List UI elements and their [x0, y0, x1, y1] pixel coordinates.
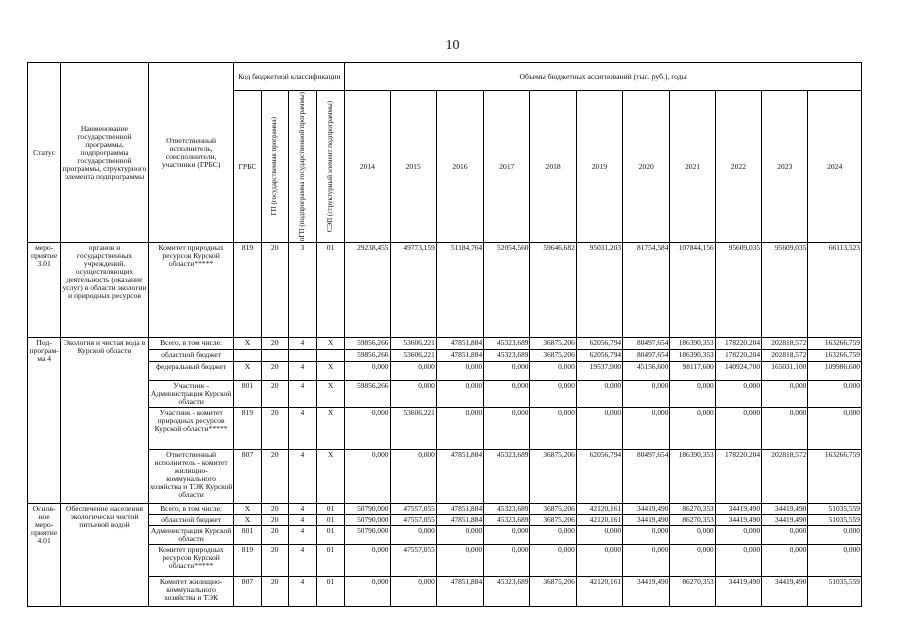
value-cell: 36875,206: [530, 515, 576, 526]
row-executor: федеральный бюджет: [148, 362, 234, 381]
value-cell: 36875,206: [530, 504, 576, 515]
value-cell: 0,000: [390, 526, 436, 545]
value-cell: 34419,490: [762, 577, 808, 607]
value-cell: 47851,884: [436, 577, 483, 607]
row-executor: областной бюджет: [148, 515, 234, 526]
value-cell: 42120,161: [576, 577, 622, 607]
header-year: 2024: [808, 91, 862, 243]
value-cell: 50790,000: [345, 515, 390, 526]
header-year: 2022: [715, 91, 761, 243]
value-cell: 0,000: [576, 381, 622, 408]
code-grbs: 807: [234, 450, 261, 504]
code-sep: 01: [316, 243, 344, 338]
header-program-name: Наименование государственной программы, подпрограммы государственной программы, структурного элемента подпрограммы: [61, 63, 149, 243]
value-cell: 42120,161: [576, 504, 622, 515]
value-cell: 0,000: [484, 526, 530, 545]
value-cell: 0,000: [390, 577, 436, 607]
value-cell: 0,000: [623, 381, 670, 408]
value-cell: 86270,353: [670, 504, 715, 515]
header-year: 2020: [623, 91, 670, 243]
value-cell: 45323,689: [484, 450, 530, 504]
header-year: 2017: [484, 91, 530, 243]
value-cell: 0,000: [715, 526, 761, 545]
value-cell: 0,000: [390, 362, 436, 381]
row-program-name: органов и государственных учреждений, осуществляющих деятельность (оказание услуг) в области экологии и природных ресурсов: [61, 243, 149, 338]
value-cell: 62056,794: [576, 338, 622, 350]
header-gp: ГП (государственная программа): [270, 117, 279, 216]
code-grbs: 819: [234, 243, 261, 338]
value-cell: 47851,884: [436, 450, 483, 504]
header-year: 2014: [345, 91, 390, 243]
value-cell: 0,000: [530, 381, 576, 408]
code-pgp: 3: [288, 243, 316, 338]
code-pgp: 4: [288, 545, 316, 577]
value-cell: 163266,759: [808, 450, 862, 504]
value-cell: 45156,600: [623, 362, 670, 381]
value-cell: 0,000: [670, 381, 715, 408]
code-gp: [261, 350, 288, 362]
value-cell: 36875,206: [530, 338, 576, 350]
value-cell: 178220,204: [715, 350, 761, 362]
table-row: [28, 526, 862, 545]
row-executor: Участник - комитет природных ресурсов Курской области*****: [148, 408, 234, 450]
value-cell: 59646,682: [530, 243, 576, 338]
value-cell: 42120,161: [576, 515, 622, 526]
value-cell: 0,000: [484, 545, 530, 577]
value-cell: 47557,055: [390, 545, 436, 577]
value-cell: 62056,794: [576, 450, 622, 504]
code-pgp: 4: [288, 408, 316, 450]
value-cell: 53606,221: [390, 408, 436, 450]
value-cell: 95031,203: [576, 243, 622, 338]
value-cell: 163266,759: [808, 338, 862, 350]
code-pgp: 4: [288, 450, 316, 504]
value-cell: 0,000: [530, 526, 576, 545]
row-executor: Всего, в том числе:: [148, 504, 234, 515]
code-pgp: [288, 350, 316, 362]
value-cell: 0,000: [345, 450, 390, 504]
code-gp: 20: [261, 526, 288, 545]
value-cell: 109986,600: [808, 362, 862, 381]
code-sep: X: [316, 338, 344, 350]
value-cell: 178220,204: [715, 450, 761, 504]
value-cell: 34419,490: [762, 515, 808, 526]
code-gp: 20: [261, 450, 288, 504]
row-executor: Комитет природных ресурсов Курской области*****: [148, 243, 234, 338]
row-executor: Всего, в том числе:: [148, 338, 234, 350]
code-sep: X: [316, 450, 344, 504]
value-cell: 29238,455: [345, 243, 390, 338]
value-cell: 47851,884: [436, 350, 483, 362]
value-cell: 0,000: [484, 362, 530, 381]
value-cell: 0,000: [345, 577, 390, 607]
code-sep: 01: [316, 545, 344, 577]
value-cell: 36875,206: [530, 450, 576, 504]
code-pgp: 4: [288, 526, 316, 545]
value-cell: 45323,689: [484, 350, 530, 362]
value-cell: 0,000: [390, 381, 436, 408]
value-cell: 0,000: [762, 526, 808, 545]
code-pgp: 4: [288, 515, 316, 526]
code-pgp: 4: [288, 381, 316, 408]
value-cell: 202818,572: [762, 338, 808, 350]
value-cell: 186390,353: [670, 350, 715, 362]
code-sep: X: [316, 362, 344, 381]
value-cell: 95609,035: [715, 243, 761, 338]
value-cell: 62056,794: [576, 350, 622, 362]
value-cell: 50790,000: [345, 504, 390, 515]
value-cell: 178220,204: [715, 338, 761, 350]
value-cell: 107844,156: [670, 243, 715, 338]
value-cell: 59856,266: [345, 381, 390, 408]
code-sep: 01: [316, 515, 344, 526]
value-cell: 66113,523: [808, 243, 862, 338]
code-grbs: 807: [234, 577, 261, 607]
budget-table: [27, 62, 862, 607]
code-gp: 20: [261, 243, 288, 338]
code-gp: 20: [261, 362, 288, 381]
value-cell: 34419,490: [762, 504, 808, 515]
header-year: 2019: [576, 91, 622, 243]
code-gp: 20: [261, 338, 288, 350]
table-row: [28, 450, 862, 504]
value-cell: 0,000: [762, 408, 808, 450]
header-year: 2018: [530, 91, 576, 243]
value-cell: 165031,100: [762, 362, 808, 381]
code-grbs: X: [234, 338, 261, 350]
value-cell: 51035,559: [808, 515, 862, 526]
page-number: 10: [445, 38, 460, 53]
header-year: 2021: [670, 91, 715, 243]
value-cell: 47557,055: [390, 515, 436, 526]
value-cell: 0,000: [436, 545, 483, 577]
code-sep: 01: [316, 526, 344, 545]
value-cell: 0,000: [623, 526, 670, 545]
header-status: Статус: [28, 63, 61, 243]
row-program-name: Экология и чистая вода в Курской области: [61, 338, 149, 504]
value-cell: 0,000: [390, 450, 436, 504]
value-cell: 0,000: [345, 362, 390, 381]
row-status: Основ-ное меро-приятие 4.01: [28, 504, 61, 607]
value-cell: 202818,572: [762, 450, 808, 504]
value-cell: 0,000: [436, 408, 483, 450]
value-cell: 0,000: [530, 545, 576, 577]
table-row: [28, 243, 862, 338]
row-executor: областной бюджет: [148, 350, 234, 362]
value-cell: 50790,000: [345, 526, 390, 545]
value-cell: 0,000: [436, 362, 483, 381]
code-grbs: X: [234, 362, 261, 381]
row-status: меро-приятие 3.01: [28, 243, 61, 338]
value-cell: 81754,584: [623, 243, 670, 338]
value-cell: 34419,490: [623, 515, 670, 526]
code-gp: 20: [261, 545, 288, 577]
value-cell: 80497,654: [623, 338, 670, 350]
value-cell: 80497,654: [623, 450, 670, 504]
value-cell: 163266,759: [808, 350, 862, 362]
code-pgp: 4: [288, 362, 316, 381]
value-cell: 52054,560: [484, 243, 530, 338]
value-cell: 0,000: [623, 545, 670, 577]
code-sep: X: [316, 381, 344, 408]
code-sep: 01: [316, 577, 344, 607]
table-row: [28, 338, 862, 350]
value-cell: 59856,266: [345, 338, 390, 350]
value-cell: 34419,490: [623, 504, 670, 515]
header-year: 2023: [762, 91, 808, 243]
value-cell: 45323,689: [484, 338, 530, 350]
code-gp: 20: [261, 408, 288, 450]
value-cell: 53606,221: [390, 338, 436, 350]
value-cell: 0,000: [762, 381, 808, 408]
value-cell: 49773,159: [390, 243, 436, 338]
row-status: Под-програм-ма 4: [28, 338, 61, 504]
value-cell: 86270,353: [670, 577, 715, 607]
code-grbs: [234, 350, 261, 362]
code-sep: 01: [316, 504, 344, 515]
value-cell: 0,000: [345, 408, 390, 450]
value-cell: 95609,035: [762, 243, 808, 338]
value-cell: 0,000: [530, 362, 576, 381]
value-cell: 140924,700: [715, 362, 761, 381]
row-executor: Комитет природных ресурсов Курской области*****: [148, 545, 234, 577]
row-program-name: Обеспечение населения экологически чистой питьевой водой: [61, 504, 149, 607]
value-cell: 186390,353: [670, 338, 715, 350]
table-row: [28, 545, 862, 577]
value-cell: 47557,055: [390, 504, 436, 515]
value-cell: 0,000: [808, 381, 862, 408]
value-cell: 0,000: [576, 545, 622, 577]
row-executor: Администрация Курской области: [148, 526, 234, 545]
value-cell: 98117,600: [670, 362, 715, 381]
value-cell: 202818,572: [762, 350, 808, 362]
code-sep: [316, 350, 344, 362]
value-cell: 86270,353: [670, 515, 715, 526]
code-gp: 20: [261, 577, 288, 607]
code-grbs: X: [234, 515, 261, 526]
value-cell: 34419,490: [715, 515, 761, 526]
header-year: 2016: [436, 91, 483, 243]
value-cell: 0,000: [715, 545, 761, 577]
value-cell: 47851,884: [436, 515, 483, 526]
code-grbs: X: [234, 504, 261, 515]
header-pgp: пГП (подпрограмма государственной программы): [297, 92, 306, 242]
value-cell: 45323,689: [484, 577, 530, 607]
value-cell: 45323,689: [484, 515, 530, 526]
value-cell: 34419,490: [623, 577, 670, 607]
table-body: [28, 243, 862, 607]
code-pgp: 4: [288, 577, 316, 607]
value-cell: 0,000: [715, 408, 761, 450]
value-cell: 0,000: [345, 545, 390, 577]
value-cell: 0,000: [670, 526, 715, 545]
value-cell: 19537,900: [576, 362, 622, 381]
value-cell: 36875,206: [530, 350, 576, 362]
value-cell: 0,000: [670, 408, 715, 450]
table-row: [28, 504, 862, 515]
value-cell: 0,000: [808, 526, 862, 545]
header-sep: СЭП (структурный элемент подпрограммы): [325, 101, 334, 233]
table-row: [28, 515, 862, 526]
value-cell: 0,000: [436, 526, 483, 545]
row-executor: Комитет жилищно-коммунального хозяйства и ТЭК: [148, 577, 234, 607]
value-cell: 80497,654: [623, 350, 670, 362]
value-cell: 0,000: [576, 526, 622, 545]
code-grbs: 801: [234, 526, 261, 545]
code-gp: 20: [261, 515, 288, 526]
code-sep: X: [316, 408, 344, 450]
header-year: 2015: [390, 91, 436, 243]
code-grbs: 801: [234, 381, 261, 408]
value-cell: 51184,764: [436, 243, 483, 338]
value-cell: 0,000: [576, 408, 622, 450]
table-row: [28, 350, 862, 362]
header-volumes: Объемы бюджетных ассигнований (тыс. руб.), годы: [345, 63, 862, 91]
value-cell: 0,000: [623, 408, 670, 450]
value-cell: 53606,221: [390, 350, 436, 362]
value-cell: 34419,490: [715, 504, 761, 515]
value-cell: 59856,266: [345, 350, 390, 362]
value-cell: 0,000: [762, 545, 808, 577]
table-row: [28, 381, 862, 408]
code-grbs: 819: [234, 545, 261, 577]
code-grbs: 819: [234, 408, 261, 450]
value-cell: 0,000: [484, 408, 530, 450]
value-cell: 186390,353: [670, 450, 715, 504]
value-cell: 47851,884: [436, 338, 483, 350]
value-cell: 51035,559: [808, 577, 862, 607]
table-row: [28, 362, 862, 381]
value-cell: 51035,559: [808, 504, 862, 515]
row-executor: Ответственный исполнитель - комитет жилищно-коммунального хозяйства и ТЭК Курской области: [148, 450, 234, 504]
code-pgp: 4: [288, 338, 316, 350]
value-cell: 0,000: [808, 408, 862, 450]
row-executor: Участник - Администрация Курской области: [148, 381, 234, 408]
value-cell: 0,000: [436, 381, 483, 408]
value-cell: 36875,206: [530, 577, 576, 607]
code-gp: 20: [261, 504, 288, 515]
table-row: [28, 408, 862, 450]
value-cell: 0,000: [808, 545, 862, 577]
code-pgp: 4: [288, 504, 316, 515]
value-cell: 0,000: [530, 408, 576, 450]
header-grbs: ГРБС: [234, 91, 261, 243]
code-gp: 20: [261, 381, 288, 408]
value-cell: 47851,884: [436, 504, 483, 515]
value-cell: 0,000: [715, 381, 761, 408]
value-cell: 34419,490: [715, 577, 761, 607]
header-budget-code: Код бюджетной классификации: [234, 63, 345, 91]
header-executor: Ответственный исполнитель, соисполнители, участники (ГРБС): [148, 63, 234, 243]
value-cell: 0,000: [670, 545, 715, 577]
value-cell: 45323,689: [484, 504, 530, 515]
table-row: [28, 577, 862, 607]
value-cell: 0,000: [484, 381, 530, 408]
